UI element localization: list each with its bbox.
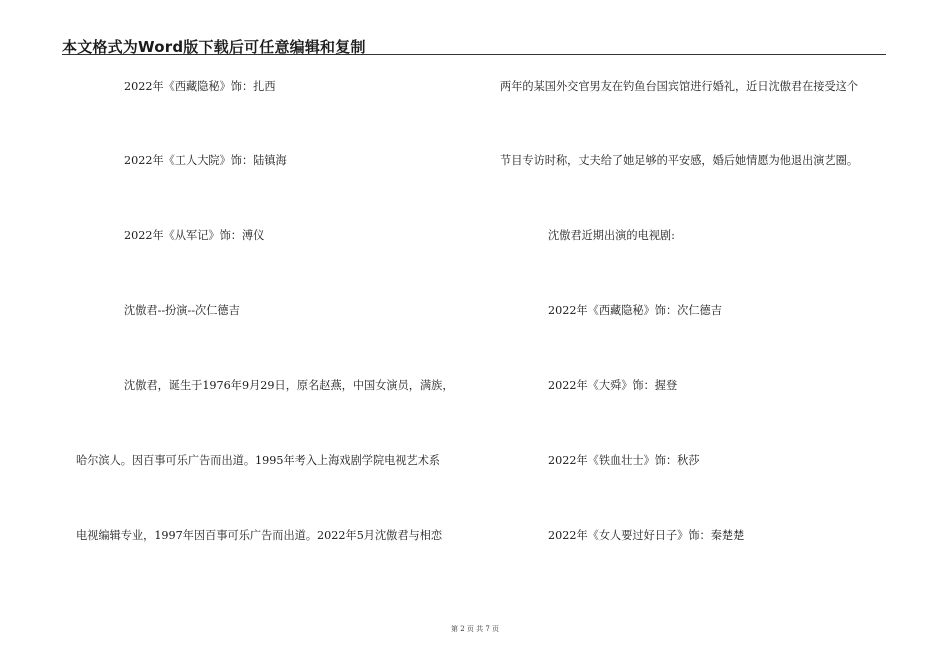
text-line: 2022年《铁血壮士》饰：秋莎 xyxy=(548,454,700,467)
text-line: 2022年《西藏隐秘》饰：扎西 xyxy=(124,80,276,93)
text-line: 电视编辑专业，1997年因百事可乐广告而出道。2022年5月沈傲君与相恋 xyxy=(76,529,443,542)
text-line: 2022年《大舜》饰：握登 xyxy=(548,379,678,392)
text-line: 沈傲君，诞生于1976年9月29日，原名赵燕，中国女演员，满族， xyxy=(124,379,454,392)
text-line: 2022年《西藏隐秘》饰：次仁德吉 xyxy=(548,304,722,317)
page-header-title: 本文格式为Word版下载后可任意编辑和复制 xyxy=(62,38,366,56)
text-line: 2022年《女人要过好日子》饰：秦楚楚 xyxy=(548,529,745,542)
text-line: 2022年《从军记》饰：溥仪 xyxy=(124,229,265,242)
text-line: 哈尔滨人。因百事可乐广告而出道。1995年考入上海戏剧学院电视艺术系 xyxy=(76,454,441,467)
text-line: 2022年《工人大院》饰：陆镇海 xyxy=(124,154,287,167)
text-line: 沈傲君--扮演--次仁德吉 xyxy=(124,304,240,317)
page-number-footer: 第 2 页 共 7 页 xyxy=(450,625,500,633)
text-line: 两年的某国外交官男友在钓鱼台国宾馆进行婚礼，近日沈傲君在接受这个 xyxy=(500,80,859,93)
header-rule xyxy=(62,54,886,55)
text-line: 节目专访时称，丈夫给了她足够的平安感，婚后她情愿为他退出演艺圈。 xyxy=(500,154,859,167)
text-line: 沈傲君近期出演的电视剧: xyxy=(548,229,675,242)
